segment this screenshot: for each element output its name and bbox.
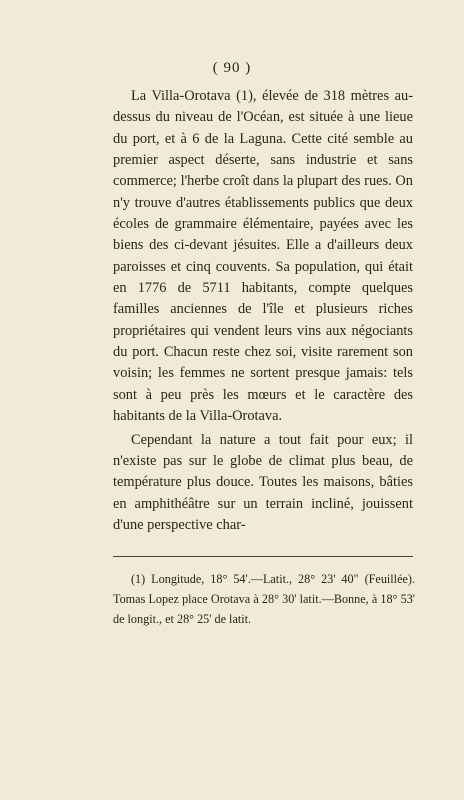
footnote: (1) Longitude, 18° 54'.—Latit., 28° 23' 40" (Feuillée). Tomas Lopez place Orotava à 28° 30' latit.—Bonne, à 18° 53' de longit., et 28° 25' de latit. [113,572,415,626]
main-text [113,86,413,536]
footnote-divider [113,556,413,557]
page-number: ( 90 ) [212,60,252,76]
paragraph-2: Cependant la nature a tout fait pour eux; il n'existe pas sur le globe de climat plus beau, de température plus douce. Toutes les maisons, bâties en amphithéâtre sur un terrain incliné, jouissent d'une perspective char- [113,431,413,533]
paragraph-1: La Villa-Orotava (1), élevée de 318 mètres au-dessus du niveau de l'Océan, est située à une lieue du port, et à 6 de la Laguna. Cette cité semble au premier aspect déserte, sans industrie et sans commerce; l'herbe croît dans la plupart des rues. On n'y trouve d'autres établissements publics que deux écoles de grammaire élémentaire, payées avec les biens des ci-devant jésuites. Elle a d'ailleurs deux paroisses et cinq couvents. Sa population, qui était en 1776 de 5711 habitants, compte quelques familles anciennes de l'île et plusieurs riches propriétaires qui vendent leurs vins aux négociants du port. Chacun reste chez soi, visite rarement son voisin; les femmes ne sortent presque jamais: tels sont à peu près les mœurs et le caractère des habitants de la Villa-Orotava. [113,88,413,425]
